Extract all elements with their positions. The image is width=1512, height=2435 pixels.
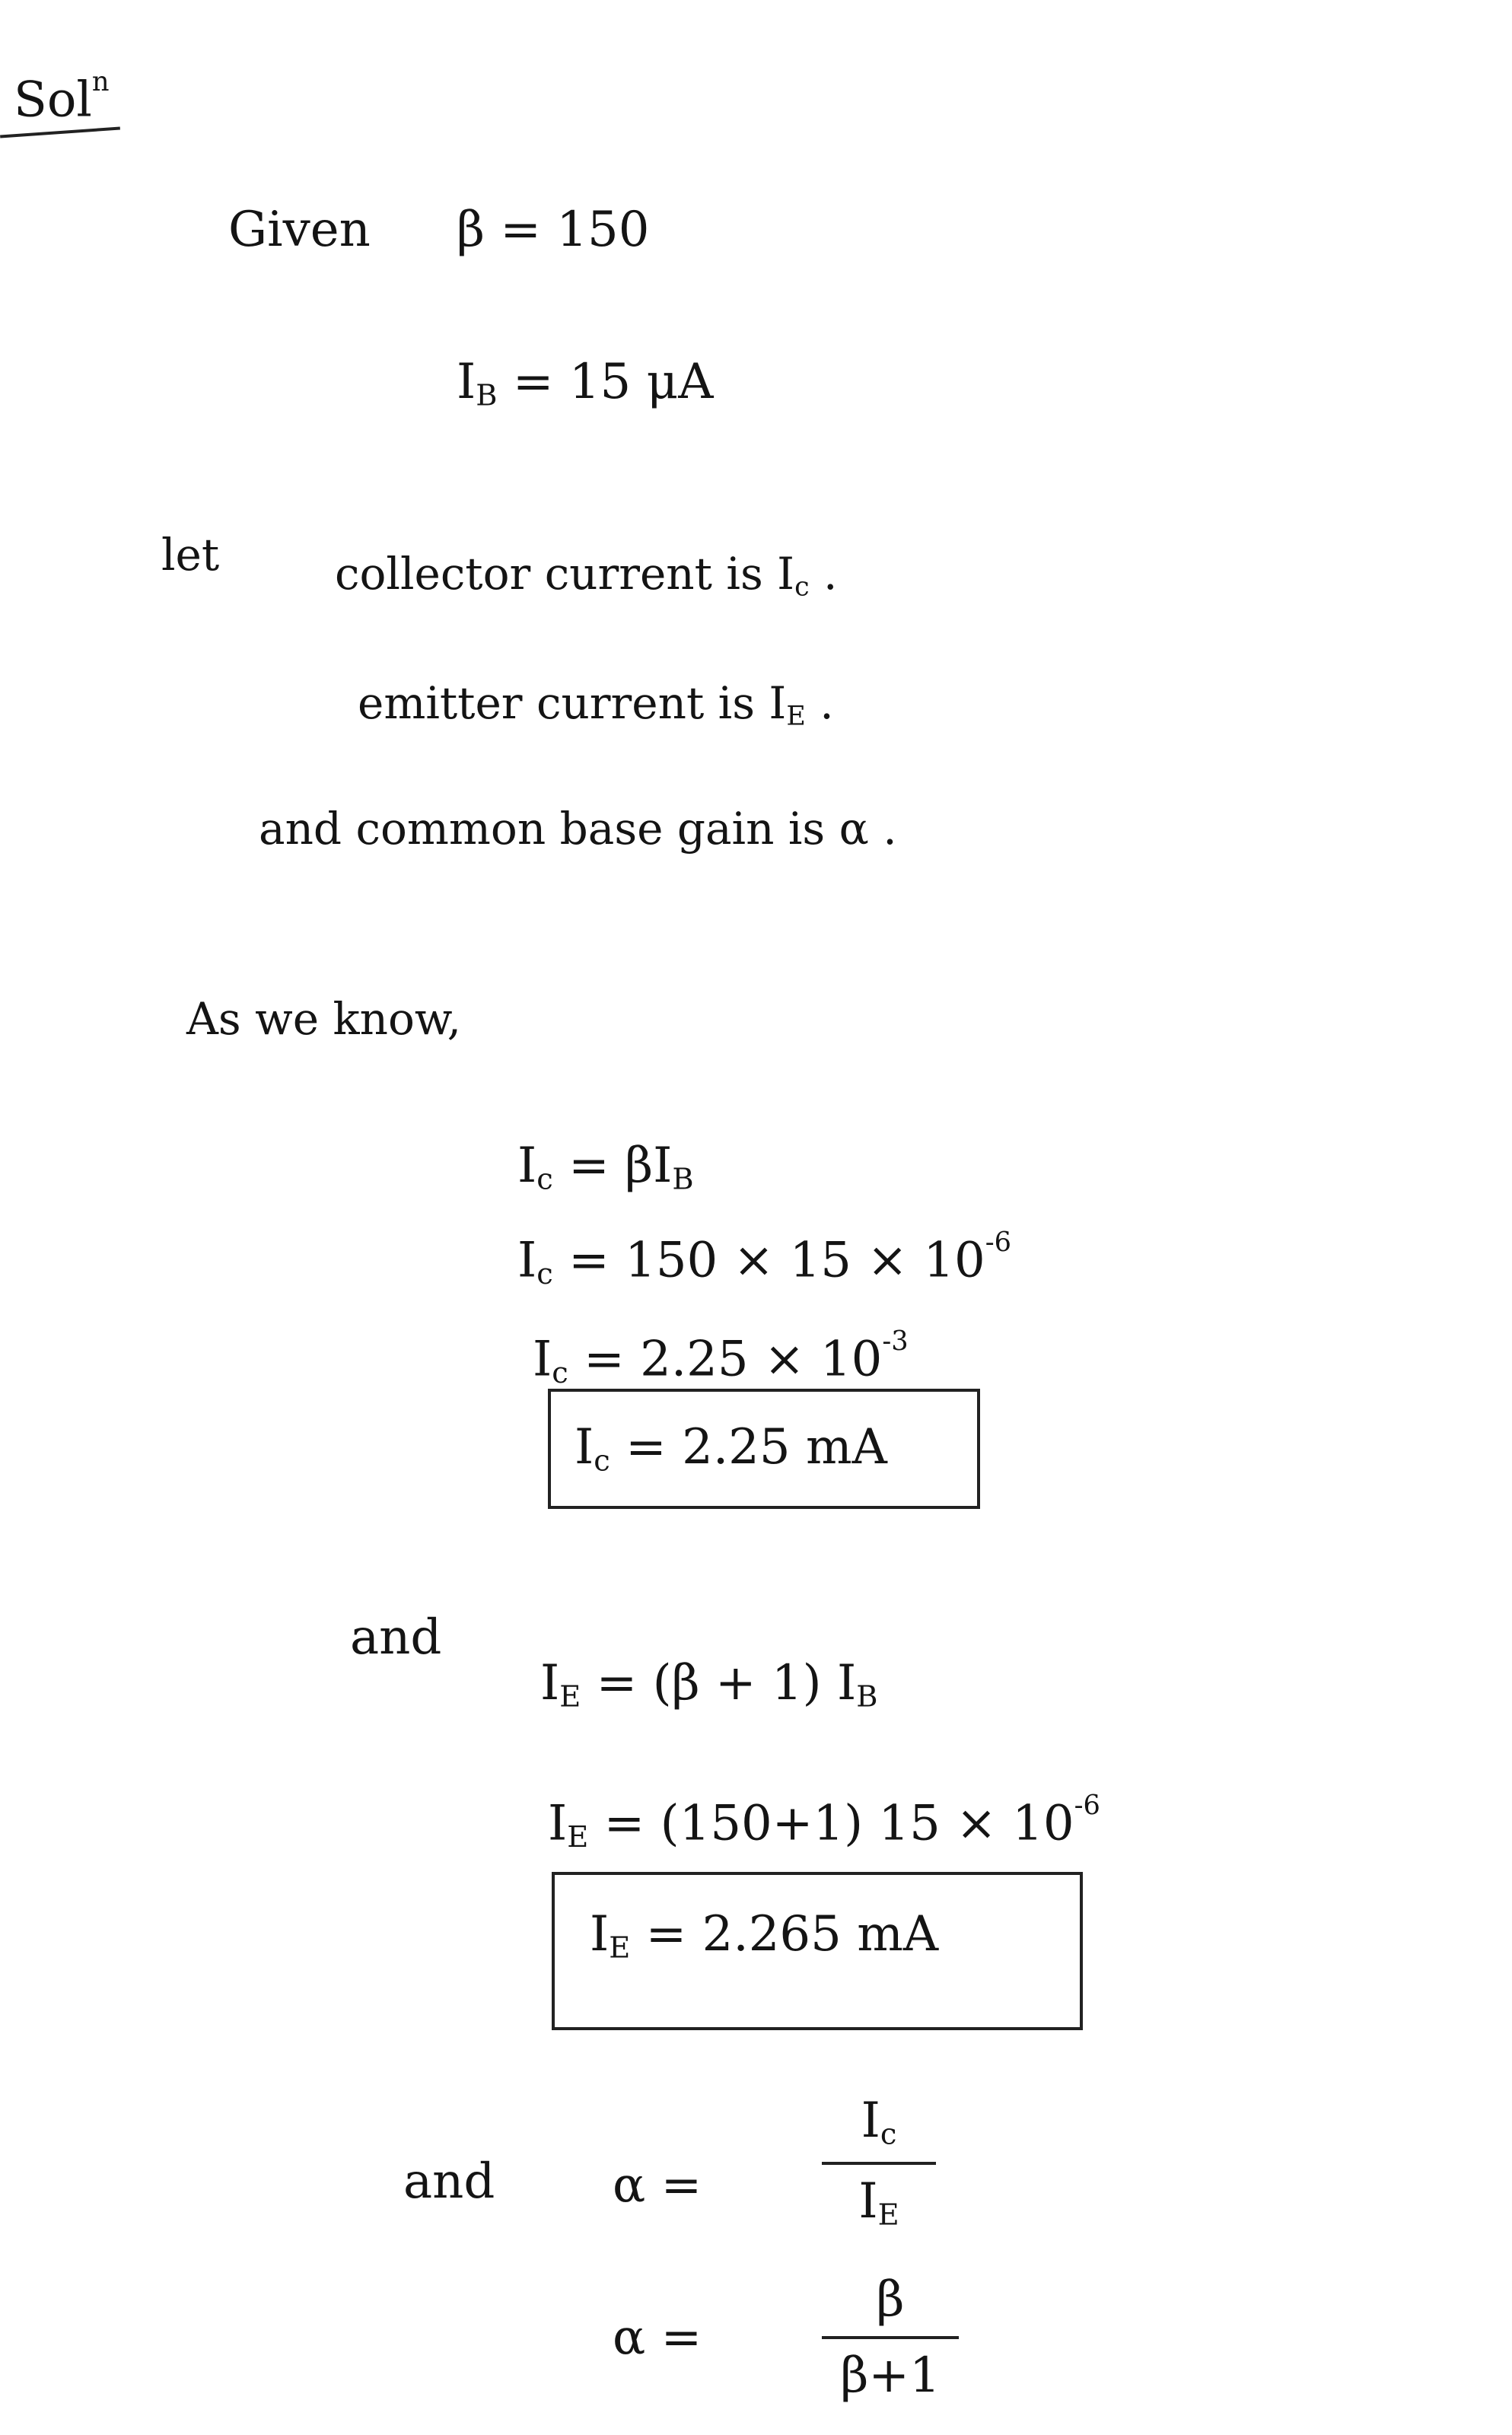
given-label: Given: [228, 202, 371, 258]
den1-subscript: E: [877, 2198, 899, 2233]
ib-rest: = 15 μA: [497, 354, 714, 410]
ic-subscript: c: [536, 1162, 553, 1197]
ie-formula-rest: = (β + 1) I: [581, 1655, 857, 1711]
ie-symbol: I: [540, 1655, 560, 1711]
ib-subscript: B: [476, 378, 498, 413]
ie-result-symbol: I: [590, 1906, 610, 1962]
ie-formula-subscript: B: [856, 1679, 878, 1714]
ic-sub-subscript: c: [536, 1257, 553, 1292]
alpha-denominator-2: β+1: [840, 2347, 941, 2404]
ic-sub-symbol: I: [517, 1232, 537, 1289]
collector-current-line: [335, 548, 838, 603]
alpha-eq-2: α =: [613, 2309, 702, 2366]
ie-sub-symbol: I: [548, 1795, 568, 1852]
den1-symbol: I: [858, 2173, 878, 2230]
ic-substitution: [517, 1227, 1012, 1292]
alpha-denominator-1: [858, 2173, 899, 2233]
ic-int-rest: = 2.25 × 10: [568, 1331, 883, 1388]
ic-formula: [517, 1138, 694, 1197]
num1-subscript: c: [880, 2117, 897, 2152]
emitter-subscript: E: [786, 701, 806, 732]
ie-sub-rest: = (150+1) 15 × 10: [588, 1795, 1074, 1852]
ie-substitution: [548, 1790, 1100, 1855]
ic-result-value: = 2.25 mA: [610, 1419, 887, 1475]
ic-sub-exponent: -6: [985, 1227, 1012, 1258]
num1-symbol: I: [861, 2093, 880, 2149]
ie-result-value: = 2.265 mA: [630, 1906, 939, 1962]
fraction-bar-1: [822, 2162, 936, 2165]
ie-result-subscript: E: [609, 1930, 631, 1966]
ib-symbol: I: [457, 354, 476, 410]
base-current-value: [457, 354, 714, 413]
ic-int-symbol: I: [533, 1331, 552, 1388]
beta-value: β = 150: [457, 202, 650, 258]
as-we-know: As we know,: [186, 993, 462, 1045]
common-base-gain-line: and common base gain is α .: [259, 803, 897, 855]
ic-formula-rest: = βI: [552, 1138, 673, 1194]
ie-formula: [540, 1655, 878, 1714]
emitter-end: .: [805, 677, 834, 729]
heading-underline: [0, 126, 120, 138]
let-word: let: [161, 529, 220, 581]
solution-heading: [14, 66, 110, 129]
ic-result: [575, 1419, 887, 1479]
alpha-fraction-1: [822, 2093, 936, 2233]
alpha-numerator-2: β: [876, 2271, 905, 2328]
ic-result-symbol: I: [575, 1419, 594, 1475]
ic-int-subscript: c: [552, 1356, 568, 1391]
collector-text: collector current is I: [335, 548, 795, 600]
heading-superscript: n: [91, 66, 110, 97]
ie-sub-subscript: E: [567, 1820, 589, 1855]
ie-result: [590, 1906, 939, 1966]
collector-end: .: [809, 548, 838, 600]
alpha-numerator-1: [861, 2093, 897, 2152]
ic-intermediate: [533, 1326, 909, 1391]
alpha-fraction-2: [822, 2271, 959, 2404]
ic-sub-rest: = 150 × 15 × 10: [552, 1232, 985, 1289]
ic-int-exponent: -3: [882, 1326, 909, 1357]
emitter-text: emitter current is I: [358, 677, 787, 729]
ic-result-subscript: c: [594, 1443, 610, 1479]
emitter-current-line: [358, 677, 834, 732]
ie-sub-exponent: -6: [1074, 1790, 1100, 1821]
fraction-bar-2: [822, 2336, 959, 2339]
and-word-2: and: [403, 2153, 495, 2210]
and-word-1: and: [350, 1609, 442, 1666]
ie-subscript: E: [559, 1679, 581, 1714]
ic-symbol: I: [517, 1138, 537, 1194]
heading-text: Sol: [14, 72, 92, 129]
ic-formula-subscript: B: [672, 1162, 694, 1197]
alpha-eq-1: α =: [613, 2157, 702, 2214]
collector-subscript: c: [794, 571, 810, 603]
